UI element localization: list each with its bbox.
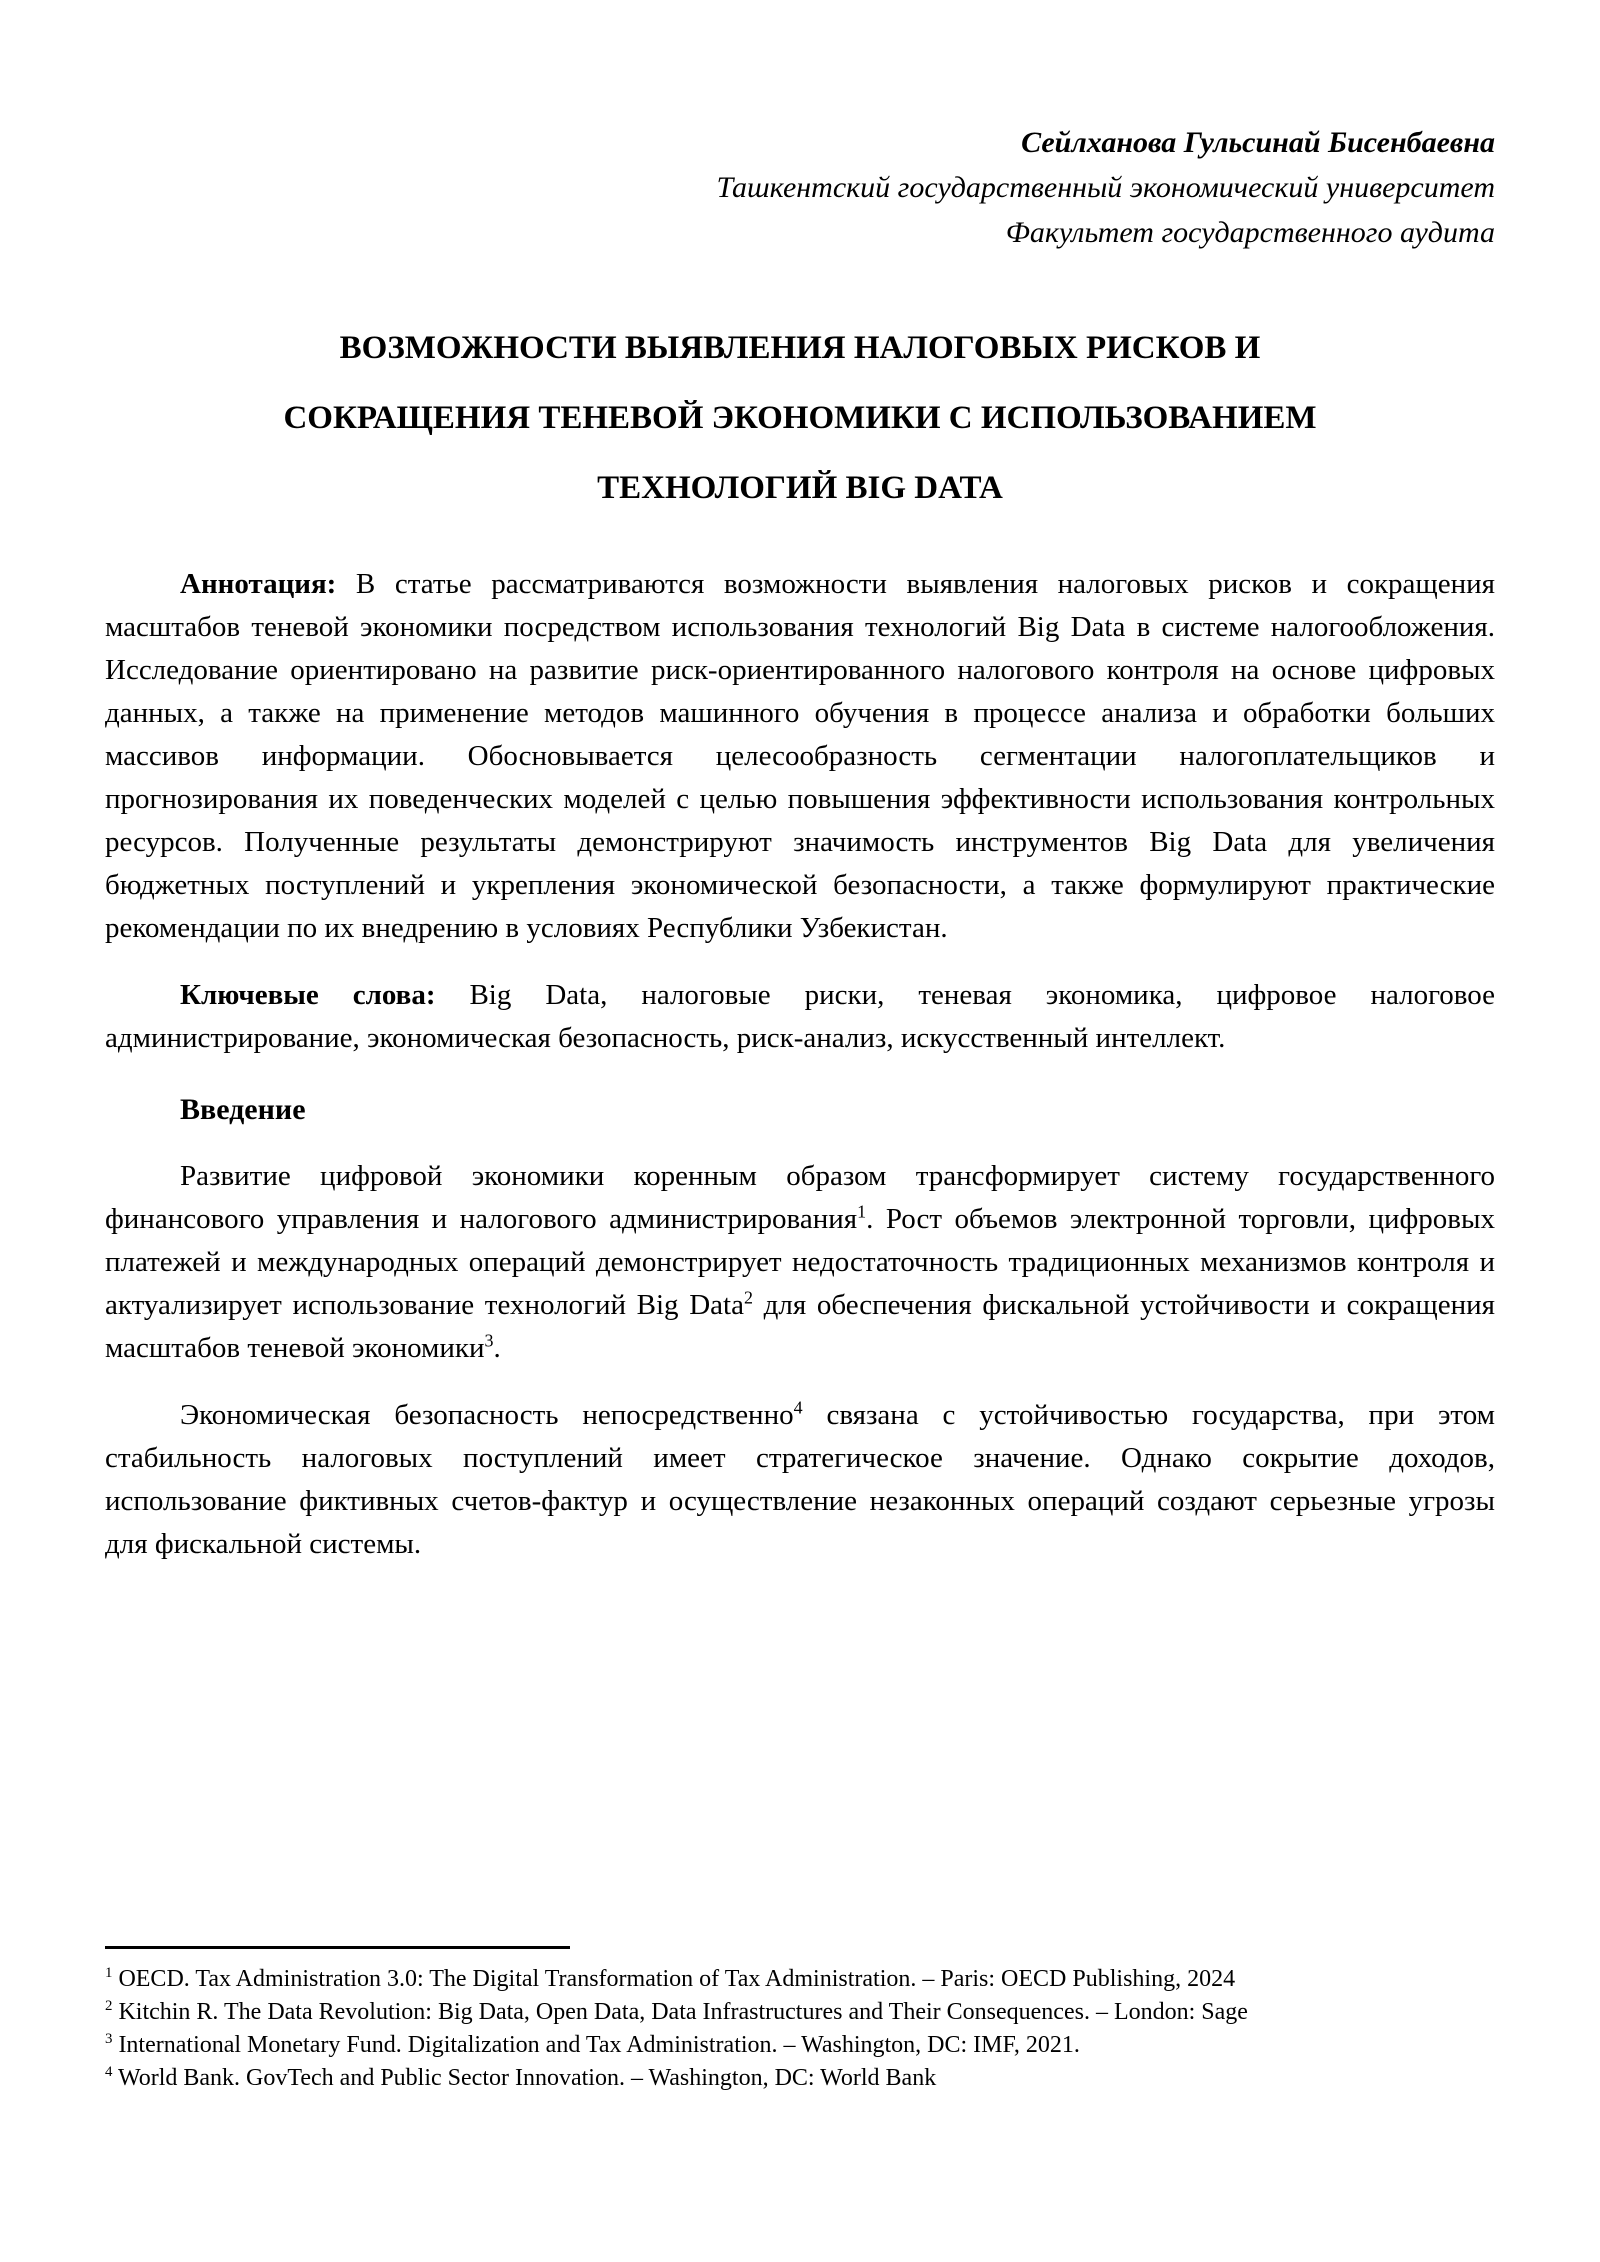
footnote-item-1	[105, 1963, 1495, 1996]
author-university: Ташкентский государственный экономический университет	[716, 171, 1495, 204]
footnote-num-3: 3	[105, 2031, 113, 2047]
footnote-ref-1: 1	[857, 1201, 867, 1222]
abstract-label: Аннотация:	[180, 568, 337, 600]
footnote-num-1: 1	[105, 1965, 113, 1981]
footnote-text-2: Kitchin R. The Data Revolution: Big Data, Open Data, Data Infrastructures and Their Consequences. – London: Sage	[112, 1999, 1248, 2025]
article-title-line-1: ВОЗМОЖНОСТИ ВЫЯВЛЕНИЯ НАЛОГОВЫХ РИСКОВ И	[339, 330, 1261, 366]
footnote-item-3	[105, 2029, 1495, 2062]
author-faculty: Факультет государственного аудита	[1005, 216, 1495, 249]
introduction-paragraph-2	[105, 1394, 1495, 1566]
intro-p1-text-3: для обеспечения фискальной устойчивости и сокращения масштабов теневой экономики	[105, 1289, 1495, 1364]
article-title	[105, 313, 1495, 523]
footnote-num-4: 4	[105, 2064, 113, 2080]
footnote-item-2	[105, 1996, 1495, 2029]
introduction-heading: Введение	[180, 1093, 306, 1126]
intro-p2-text-2: связана с устойчивостью государства, при этом стабильность налоговых поступлений имеет стратегическое значение. Однако сокрытие доходов, использование фиктивных счетов-фактур и осуществление незаконных операций создают серьезные угрозы для фискальной системы.	[105, 1399, 1495, 1560]
author-name: Сейлханова Гульсинай Бисенбаевна	[1021, 126, 1495, 159]
introduction-paragraph-1	[105, 1155, 1495, 1370]
footnote-ref-4: 4	[793, 1397, 803, 1418]
footnote-text-4: World Bank. GovTech and Public Sector Innovation. – Washington, DC: World Bank	[112, 2065, 937, 2091]
footnote-text-3: International Monetary Fund. Digitalization and Tax Administration. – Washington, DC: IMF, 2021.	[112, 2032, 1080, 2058]
intro-p1-text-4: .	[493, 1332, 501, 1364]
footnotes-section	[105, 1946, 1495, 2095]
keywords-text: Big Data, налоговые риски, теневая экономика, цифровое налоговое администрирование, экономическая безопасность, риск-анализ, искусственный интеллект.	[105, 979, 1495, 1054]
author-block	[105, 120, 1495, 255]
intro-p1-text-2: . Рост объемов электронной торговли, цифровых платежей и международных операций демонстрирует недостаточность традиционных механизмов контроля и актуализирует использование технологий Big Data	[105, 1203, 1495, 1321]
intro-p1-text-1: Развитие цифровой экономики коренным образом трансформирует систему государственного финансового управления и налогового администрирования	[105, 1160, 1495, 1235]
footnote-ref-2: 2	[743, 1287, 753, 1308]
abstract-text: В статье рассматриваются возможности выявления налоговых рисков и сокращения масштабов теневой экономики посредством использования технологий Big Data в системе налогообложения. Исследование ориентировано на развитие риск-ориентированного налогового контроля на основе цифровых данных, а также на применение методов машинного обучения в процессе анализа и обработки больших массивов информации. Обосновывается целесообразность сегментации налогоплательщиков и прогнозирования их поведенческих моделей с целью повышения эффективности использования контрольных ресурсов. Полученные результаты демонстрируют значимость инструментов Big Data для увеличения бюджетных поступлений и укрепления экономической безопасности, а также формулируют практические рекомендации по их внедрению в условиях Республики Узбекистан.	[105, 568, 1495, 944]
footnote-separator	[105, 1946, 570, 1949]
abstract-paragraph	[105, 563, 1495, 950]
footnote-num-2: 2	[105, 1998, 113, 2014]
article-title-line-3: ТЕХНОЛОГИЙ BIG DATA	[597, 470, 1003, 506]
keywords-paragraph	[105, 974, 1495, 1060]
footnote-item-4	[105, 2062, 1495, 2095]
article-title-line-2: СОКРАЩЕНИЯ ТЕНЕВОЙ ЭКОНОМИКИ С ИСПОЛЬЗОВАНИЕМ	[283, 400, 1317, 436]
footnote-text-1: OECD. Tax Administration 3.0: The Digital Transformation of Tax Administration. – Paris: OECD Publishing, 2024	[112, 1966, 1236, 1992]
keywords-label: Ключевые слова:	[180, 979, 436, 1011]
intro-p2-text-1: Экономическая безопасность непосредственно	[180, 1399, 794, 1431]
footnote-ref-3: 3	[484, 1330, 494, 1351]
